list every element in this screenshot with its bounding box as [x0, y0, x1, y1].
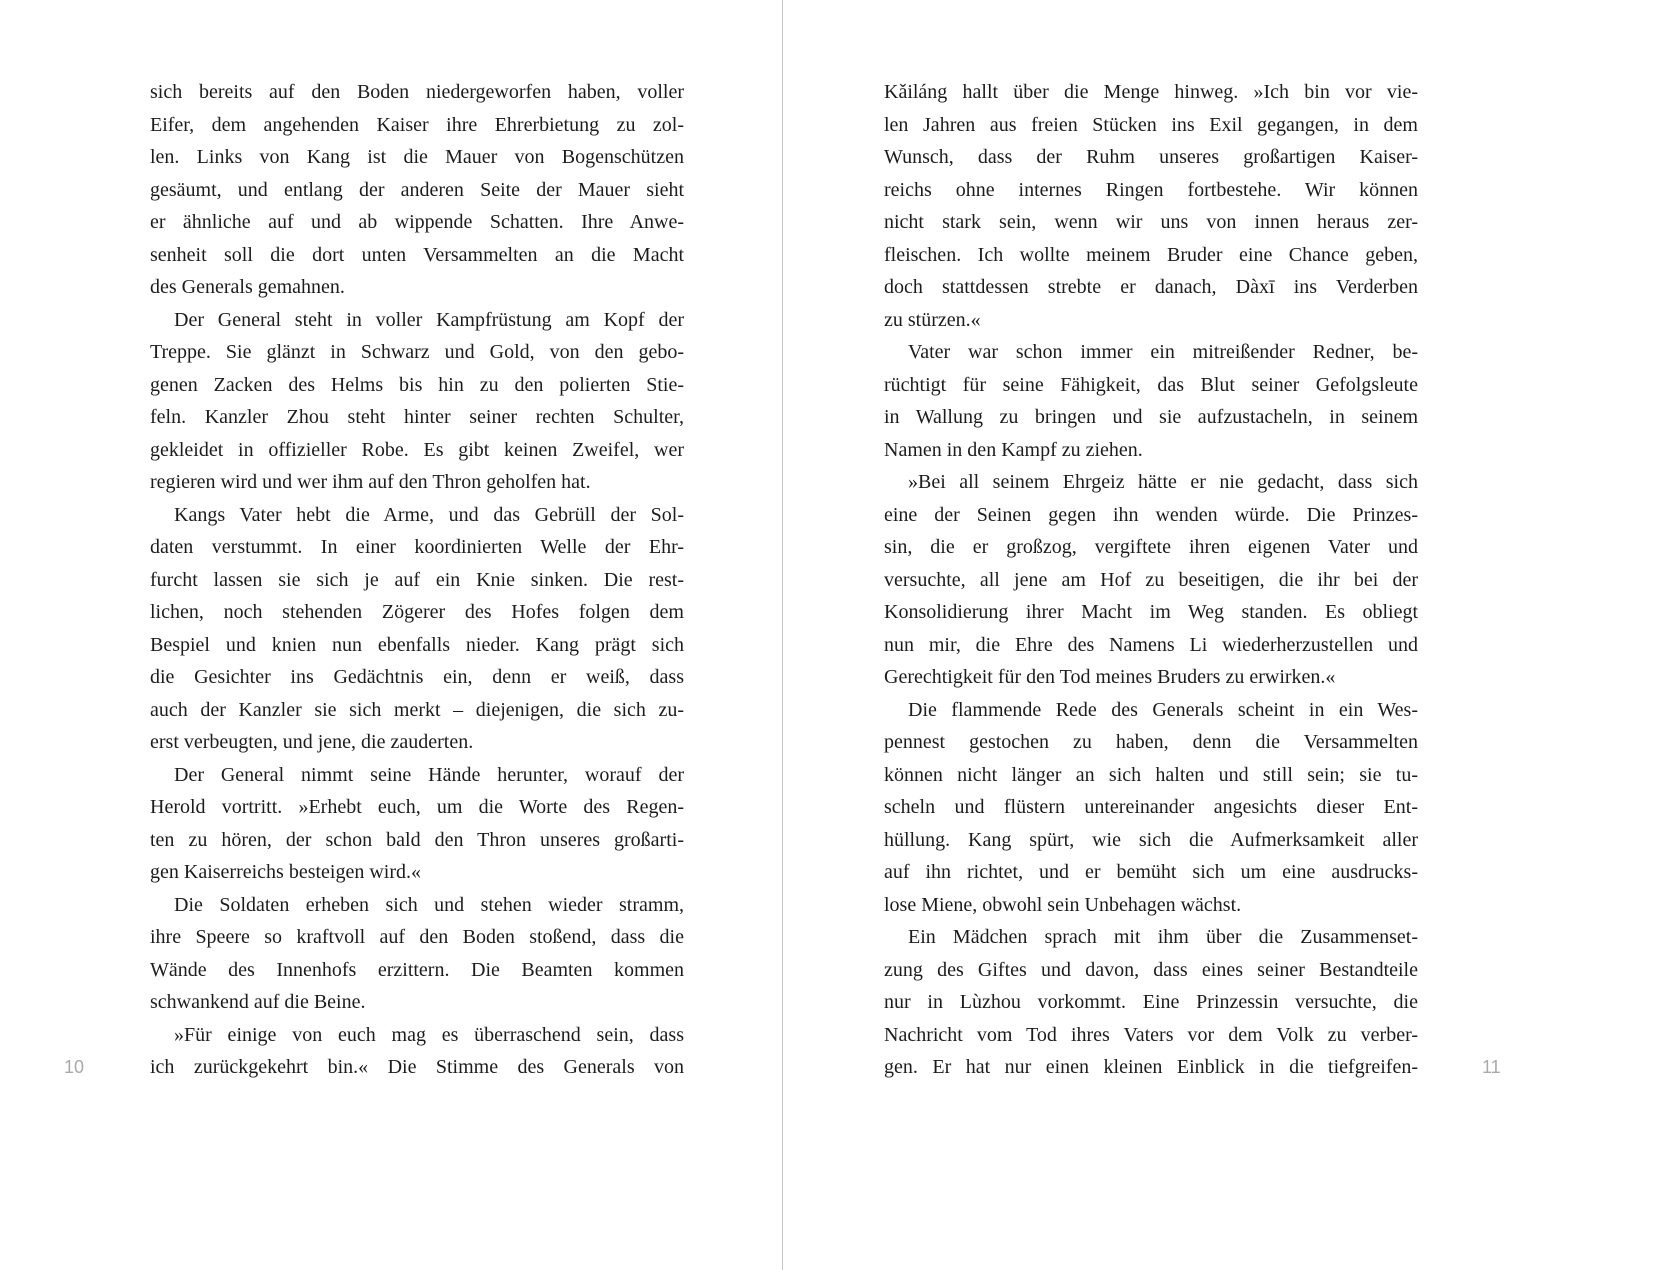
text-line: Namen in den Kampf zu ziehen. — [884, 438, 1143, 461]
text-line: »Für einige von euch mag es überraschend sein, dass — [174, 1023, 684, 1046]
text-line: Kǎiláng hallt über die Menge hinweg. »Ich bin vor vie- — [884, 81, 1418, 103]
text-line: auf ihn richtet, und er bemüht sich um eine ausdrucks- — [884, 861, 1418, 883]
text-line: Die flammende Rede des Generals scheint in ein Wes- — [908, 698, 1418, 721]
text-line: Nachricht vom Tod ihres Vaters vor dem Volk zu verber- — [884, 1023, 1418, 1046]
text-line: feln. Kanzler Zhou steht hinter seiner rechten Schulter, — [150, 406, 684, 428]
text-line: senheit soll die dort unten Versammelten an die Macht — [150, 243, 684, 266]
text-line: zu stürzen.« — [884, 308, 981, 331]
text-line: eine der Seinen gegen ihn wenden würde. Die Prinzes- — [884, 503, 1418, 526]
text-line: furcht lassen sie sich je auf ein Knie sinken. Die rest- — [150, 568, 684, 591]
text-line: schwankend auf die Beine. — [150, 991, 366, 1013]
text-line: die Gesichter ins Gedächtnis ein, denn er weiß, dass — [150, 666, 684, 688]
text-line: ten zu hören, der schon bald den Thron unseres großarti- — [150, 828, 684, 851]
page-left-text-block — [150, 76, 684, 1084]
text-line: reichs ohne internes Ringen fortbestehe. Wir können — [884, 178, 1418, 201]
text-line: Wunsch, dass der Ruhm unseres großartigen Kaiser- — [884, 146, 1418, 168]
text-line: hüllung. Kang spürt, wie sich die Aufmerksamkeit aller — [884, 828, 1418, 851]
text-line: ihre Speere so kraftvoll auf den Boden stoßend, dass die — [150, 926, 684, 948]
text-line: scheln und flüstern untereinander angesichts dieser Ent- — [884, 796, 1418, 818]
text-line: gen. Er hat nur einen kleinen Einblick in die tiefgreifen- — [884, 1056, 1418, 1078]
text-line: fleischen. Ich wollte meinem Bruder eine Chance geben, — [884, 243, 1418, 266]
text-line: »Bei all seinem Ehrgeiz hätte er nie gedacht, dass sich — [908, 471, 1418, 493]
text-line: in Wallung zu bringen und sie aufzustacheln, in seinem — [884, 406, 1418, 428]
text-line: lose Miene, obwohl sein Unbehagen wächst. — [884, 893, 1242, 916]
text-line: zung des Giftes und davon, dass eines seiner Bestandteile — [884, 958, 1418, 981]
text-line: regieren wird und wer ihm auf den Thron geholfen hat. — [150, 471, 591, 493]
text-line: Kangs Vater hebt die Arme, und das Gebrüll der Sol- — [174, 503, 684, 526]
page-number-right: 11 — [1482, 1057, 1501, 1077]
text-line: genen Zacken des Helms bis hin zu den polierten Stie- — [150, 373, 684, 396]
text-line: rüchtigt für seine Fähigkeit, das Blut seiner Gefolgsleute — [884, 373, 1418, 396]
text-line: auch der Kanzler sie sich merkt – diejenigen, die sich zu- — [150, 698, 684, 721]
text-line: er ähnliche auf und ab wippende Schatten. Ihre Anwe- — [150, 211, 684, 233]
text-line: Bespiel und knien nun ebenfalls nieder. Kang prägt sich — [150, 633, 684, 656]
text-line: können nicht länger an sich halten und still sein; sie tu- — [884, 763, 1418, 786]
page-divider — [782, 0, 783, 1270]
text-line: Eifer, dem angehenden Kaiser ihre Ehrerbietung zu zol- — [150, 113, 684, 136]
text-line: erst verbeugten, und jene, die zauderten. — [150, 731, 474, 753]
text-line: nicht stark sein, wenn wir uns von innen heraus zer- — [884, 211, 1418, 233]
text-line: Gerechtigkeit für den Tod meines Bruders zu erwirken.« — [884, 666, 1336, 688]
text-line: Vater war schon immer ein mitreißender Redner, be- — [908, 341, 1418, 363]
text-line: versuchte, all jene am Hof zu beseitigen, die ihr bei der — [884, 568, 1418, 591]
text-line: gen Kaiserreichs besteigen wird.« — [150, 861, 422, 883]
text-line: lichen, noch stehenden Zögerer des Hofes folgen dem — [150, 601, 684, 623]
text-line: len Jahren aus freien Stücken ins Exil gegangen, in dem — [884, 113, 1418, 136]
text-line: Die Soldaten erheben sich und stehen wieder stramm, — [174, 893, 684, 916]
text-line: daten verstummt. In einer koordinierten Welle der Ehr- — [150, 536, 684, 558]
text-line: Der General nimmt seine Hände herunter, worauf der — [174, 763, 684, 786]
text-line: len. Links von Kang ist die Mauer von Bogenschützen — [150, 146, 684, 168]
text-line: sin, die er großzog, vergiftete ihren eigenen Vater und — [884, 536, 1418, 558]
text-line: ich zurückgekehrt bin.« Die Stimme des Generals von — [150, 1056, 684, 1078]
text-line: nur in Lùzhou vorkommt. Eine Prinzessin versuchte, die — [884, 991, 1418, 1013]
text-line: Treppe. Sie glänzt in Schwarz und Gold, von den gebo- — [150, 341, 684, 363]
page-number-left: 10 — [64, 1057, 85, 1077]
text-line: Wände des Innenhofs erzittern. Die Beamten kommen — [150, 958, 684, 981]
text-line: Konsolidierung ihrer Macht im Weg standen. Es obliegt — [884, 601, 1418, 623]
text-line: Herold vortritt. »Erhebt euch, um die Worte des Regen- — [150, 796, 684, 818]
page-right-text-block — [884, 76, 1418, 1084]
text-line: pennest gestochen zu haben, denn die Versammelten — [884, 731, 1418, 753]
text-line: Der General steht in voller Kampfrüstung am Kopf der — [174, 308, 684, 331]
text-line: sich bereits auf den Boden niedergeworfen haben, voller — [150, 81, 684, 103]
text-line: gesäumt, und entlang der anderen Seite der Mauer sieht — [150, 178, 684, 201]
text-line: doch stattdessen strebte er danach, Dàxī ins Verderben — [884, 276, 1418, 298]
text-line: gekleidet in offizieller Robe. Es gibt keinen Zweifel, wer — [150, 438, 684, 461]
text-line: des Generals gemahnen. — [150, 276, 345, 298]
text-line: Ein Mädchen sprach mit ihm über die Zusammenset- — [908, 926, 1418, 948]
text-line: nun mir, die Ehre des Namens Li wiederherzustellen und — [884, 633, 1418, 656]
